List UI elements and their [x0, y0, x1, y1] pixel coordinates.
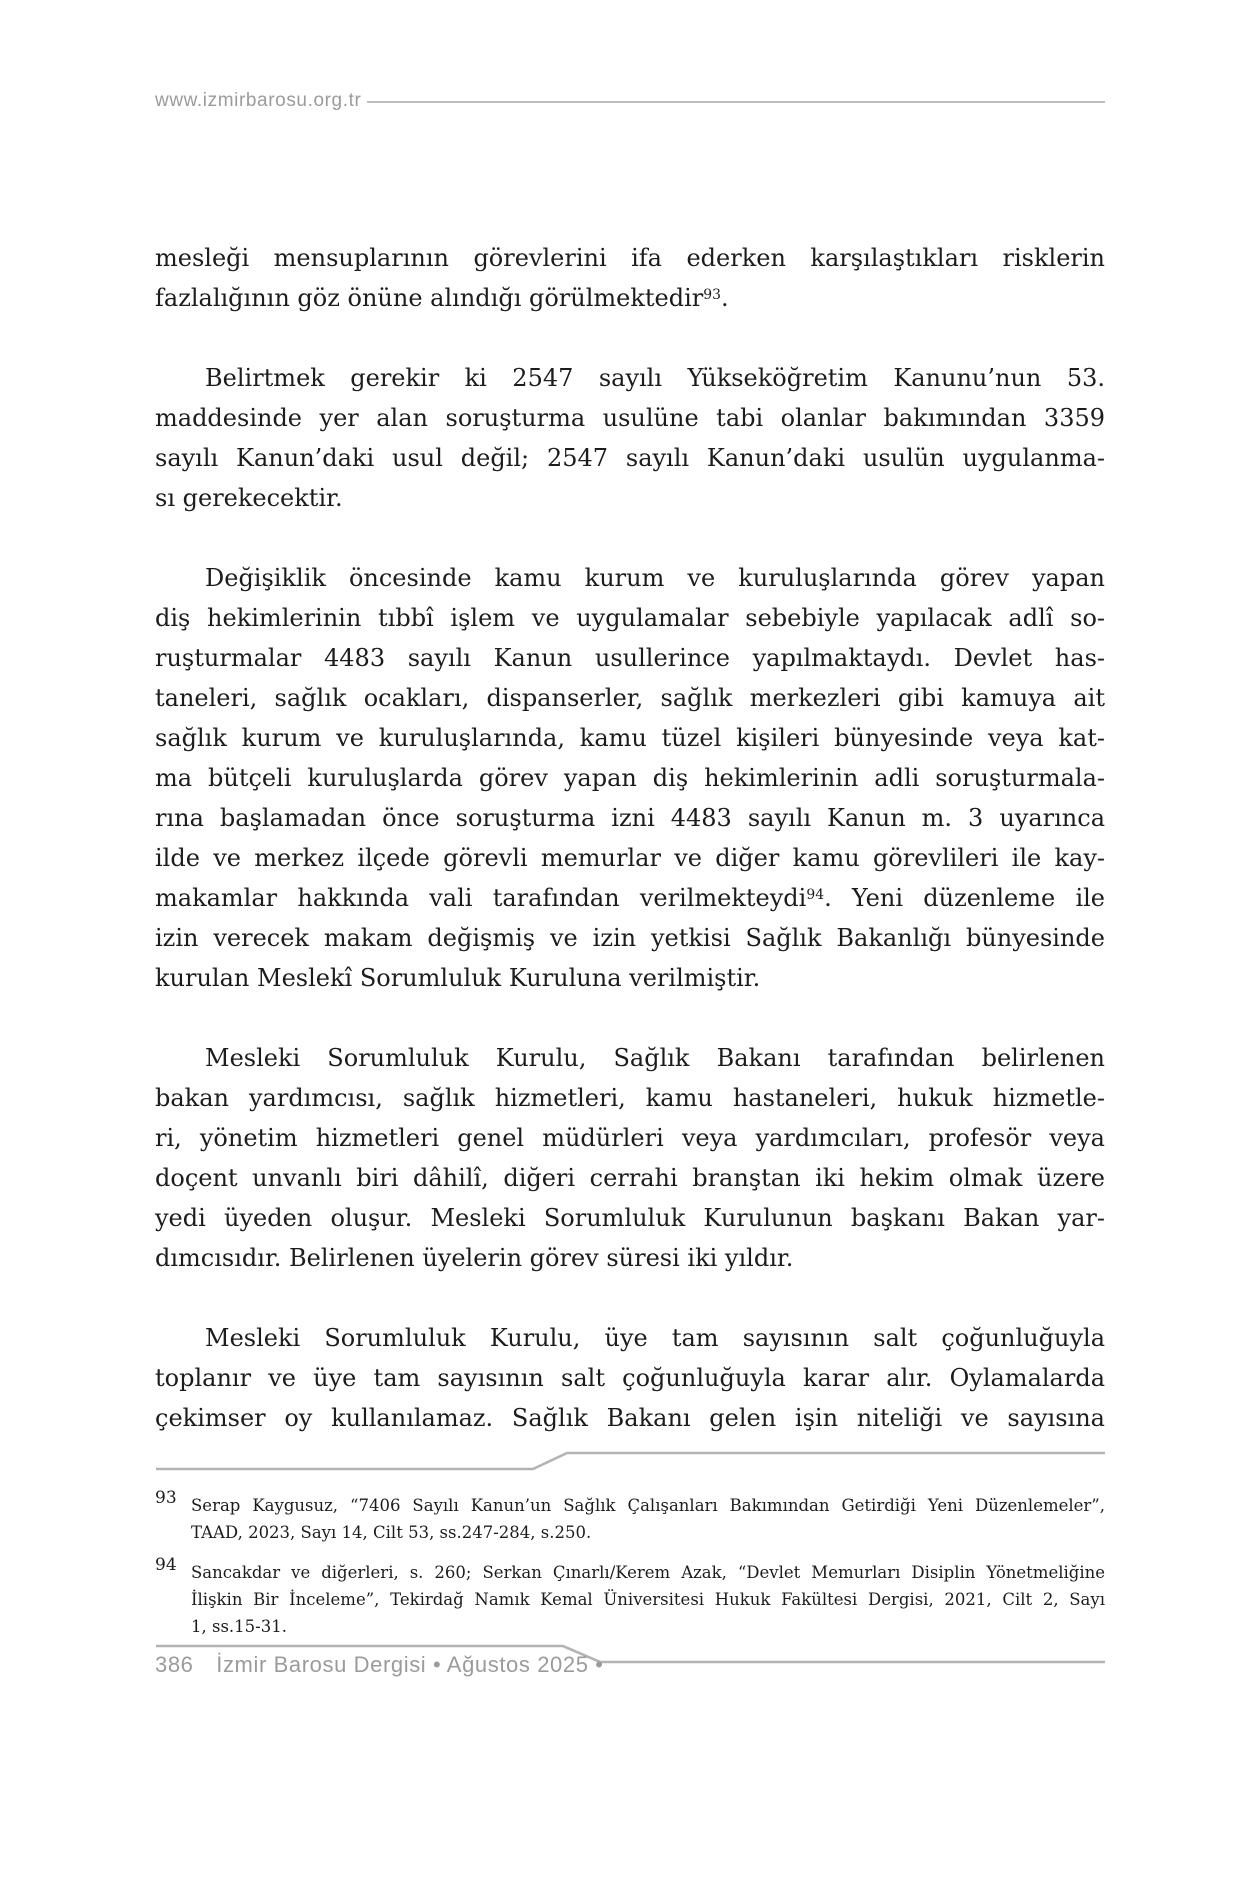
body-line: toplanır ve üye tam sayısının salt çoğunluğuyla karar alır. Oylamalarda: [155, 1364, 1105, 1392]
paragraph: [155, 238, 1105, 318]
paragraph: [155, 1038, 1105, 1278]
body-line: Değişiklik öncesinde kamu kurum ve kuruluşlarında görev yapan: [205, 564, 1105, 592]
body-line: yedi üyeden oluşur. Mesleki Sorumluluk Kurulunun başkanı Bakan yar-: [155, 1204, 1105, 1232]
footnote: [155, 1555, 1105, 1640]
paragraph: [155, 1318, 1105, 1438]
body-line: diş hekimlerinin tıbbî işlem ve uygulamalar sebebiyle yapılacak adlî so-: [155, 604, 1105, 632]
body-line: ruşturmalar 4483 sayılı Kanun usullerince yapılmaktaydı. Devlet has-: [155, 644, 1105, 672]
body-line: mesleği mensuplarının görevlerini ifa ederken karşılaştıkları risklerin: [155, 244, 1105, 272]
body-line: ilde ve merkez ilçede görevli memurlar ve diğer kamu görevlileri ile kay-: [155, 844, 1105, 872]
body-text: [155, 238, 1105, 1438]
body-line: ri, yönetim hizmetleri genel müdürleri veya yardımcıları, profesör veya: [155, 1124, 1105, 1152]
body-line: dımcısıdır. Belirlenen üyelerin görev süresi iki yıldır.: [155, 1244, 794, 1272]
body-line: sağlık kurum ve kuruluşlarında, kamu tüzel kişileri bünyesinde veya kat-: [155, 724, 1105, 752]
footnote-line: TAAD, 2023, Sayı 14, Cilt 53, ss.247-284, s.250.: [191, 1523, 592, 1542]
footnote: [155, 1488, 1105, 1546]
page-number: 386: [155, 1652, 194, 1677]
paragraph: [155, 558, 1105, 998]
page-footer: [155, 1652, 604, 1678]
footer-journal-info: İzmir Barosu Dergisi • Ağustos 2025 •: [216, 1652, 604, 1677]
footnote-line: 1, ss.15-31.: [191, 1617, 287, 1636]
footnotes: [155, 1488, 1105, 1653]
body-line: fazlalığının göz önüne alındığı görülmektedir$^{93}$.: [155, 284, 729, 312]
body-line: sayılı Kanun’daki usul değil; 2547 sayılı Kanun’daki usulün uygulanma-: [155, 444, 1105, 472]
body-line: Mesleki Sorumluluk Kurulu, Sağlık Bakanı tarafından belirlenen: [205, 1044, 1105, 1072]
footnote-line: İlişkin Bir İnceleme”, Tekirdağ Namık Kemal Üniversitesi Hukuk Fakültesi Dergisi, 2021, Cilt 2, Sayı: [191, 1590, 1105, 1609]
body-line: Belirtmek gerekir ki 2547 sayılı Yükseköğretim Kanunu’nun 53.: [205, 364, 1105, 392]
body-line: çekimser oy kullanılamaz. Sağlık Bakanı gelen işin niteliği ve sayısına: [155, 1404, 1105, 1432]
body-line: makamlar hakkında vali tarafından verilmekteydi$^{94}$. Yeni düzenleme ile: [155, 884, 1105, 912]
page-header: [155, 90, 1105, 112]
body-line: izin verecek makam değişmiş ve izin yetkisi Sağlık Bakanlığı bünyesinde: [155, 924, 1105, 952]
body-line: taneleri, sağlık ocakları, dispanserler, sağlık merkezleri gibi kamuya ait: [155, 684, 1105, 712]
body-line: kurulan Meslekî Sorumluluk Kuruluna verilmiştir.: [155, 964, 761, 992]
paragraph: [155, 358, 1105, 518]
body-line: rına başlamadan önce soruşturma izni 4483 sayılı Kanun m. 3 uyarınca: [155, 804, 1105, 832]
body-line: sı gerekecektir.: [155, 484, 343, 512]
footnote-number: 94: [155, 1555, 177, 1575]
header-rule: [367, 101, 1105, 103]
body-line: maddesinde yer alan soruşturma usulüne tabi olanlar bakımından 3359: [155, 404, 1105, 432]
body-line: Mesleki Sorumluluk Kurulu, üye tam sayısının salt çoğunluğuyla: [205, 1324, 1105, 1352]
footnote-separator-line: [155, 1448, 1105, 1474]
body-line: ma bütçeli kuruluşlarda görev yapan diş hekimlerinin adli soruşturmala-: [155, 764, 1105, 792]
footnote-reference: 93: [703, 287, 721, 304]
footnote-reference: 94: [806, 887, 825, 904]
body-line: doçent unvanlı biri dâhilî, diğeri cerrahi branştan iki hekim olmak üzere: [155, 1164, 1105, 1192]
header-url: www.izmirbarosu.org.tr: [155, 90, 362, 111]
body-line: bakan yardımcısı, sağlık hizmetleri, kamu hastaneleri, hukuk hizmetle-: [155, 1084, 1105, 1112]
footnote-number: 93: [155, 1488, 177, 1508]
footnote-line: Sancakdar ve diğerleri, s. 260; Serkan Çınarlı/Kerem Azak, “Devlet Memurları Disiplin Yönetmeliğine: [191, 1563, 1105, 1582]
footnote-line: Serap Kaygusuz, “7406 Sayılı Kanun’un Sağlık Çalışanları Bakımından Getirdiği Yeni Düzenlemeler”,: [191, 1496, 1105, 1515]
